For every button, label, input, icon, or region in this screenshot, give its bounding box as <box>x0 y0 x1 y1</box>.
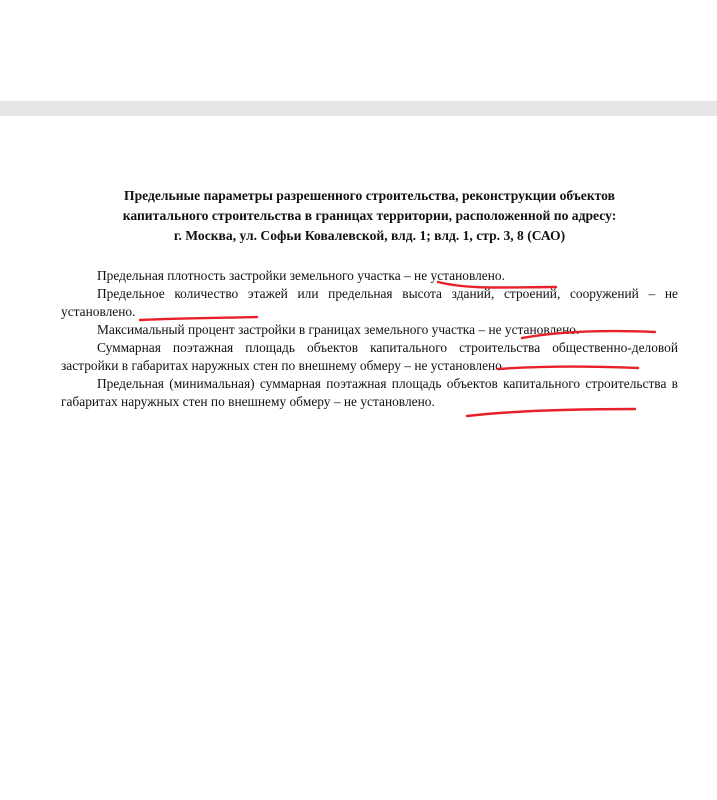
paragraph-text: Предельная (минимальная) суммарная поэтажная площадь объектов капитального строительства в габаритах наружных стен по внешнему обмеру <box>61 376 678 409</box>
status-text: – не установлено. <box>330 394 435 409</box>
paragraph-floors <box>61 285 678 321</box>
title-line: капитального строительства в границах территории, расположенной по адресу: <box>122 208 617 223</box>
title-line: г. Москва, ул. Софьи Ковалевской, влд. 1; влд. 1, стр. 3, 8 (САО) <box>173 228 566 243</box>
paragraph-total-area <box>61 339 678 375</box>
document-body <box>61 186 678 411</box>
paragraph-min-area <box>61 375 678 411</box>
paragraph-text: Предельное количество этажей или предельная высота зданий, строений, сооружений <box>97 286 639 301</box>
paragraph-text: Предельная плотность застройки земельного участка <box>97 268 401 283</box>
parameters-list <box>61 267 678 411</box>
status-text: – не установлено. <box>400 358 506 373</box>
paragraph-text: Максимальный процент застройки в границах земельного участка <box>97 322 476 337</box>
toolbar-band <box>0 101 717 116</box>
paragraph-building-percent <box>61 321 678 339</box>
title-line: Предельные параметры разрешенного строительства, реконструкции объектов <box>124 188 615 203</box>
status-text: – не установлено. <box>400 268 505 283</box>
status-text: – не установлено. <box>61 286 678 319</box>
document-title <box>61 186 678 246</box>
paragraph-density <box>61 267 678 285</box>
paragraph-text: Суммарная поэтажная площадь объектов капитального строительства общественно-деловой застройки в габаритах наружных стен по внешнему обмеру <box>61 340 678 373</box>
status-text: – не установлено. <box>475 322 580 337</box>
